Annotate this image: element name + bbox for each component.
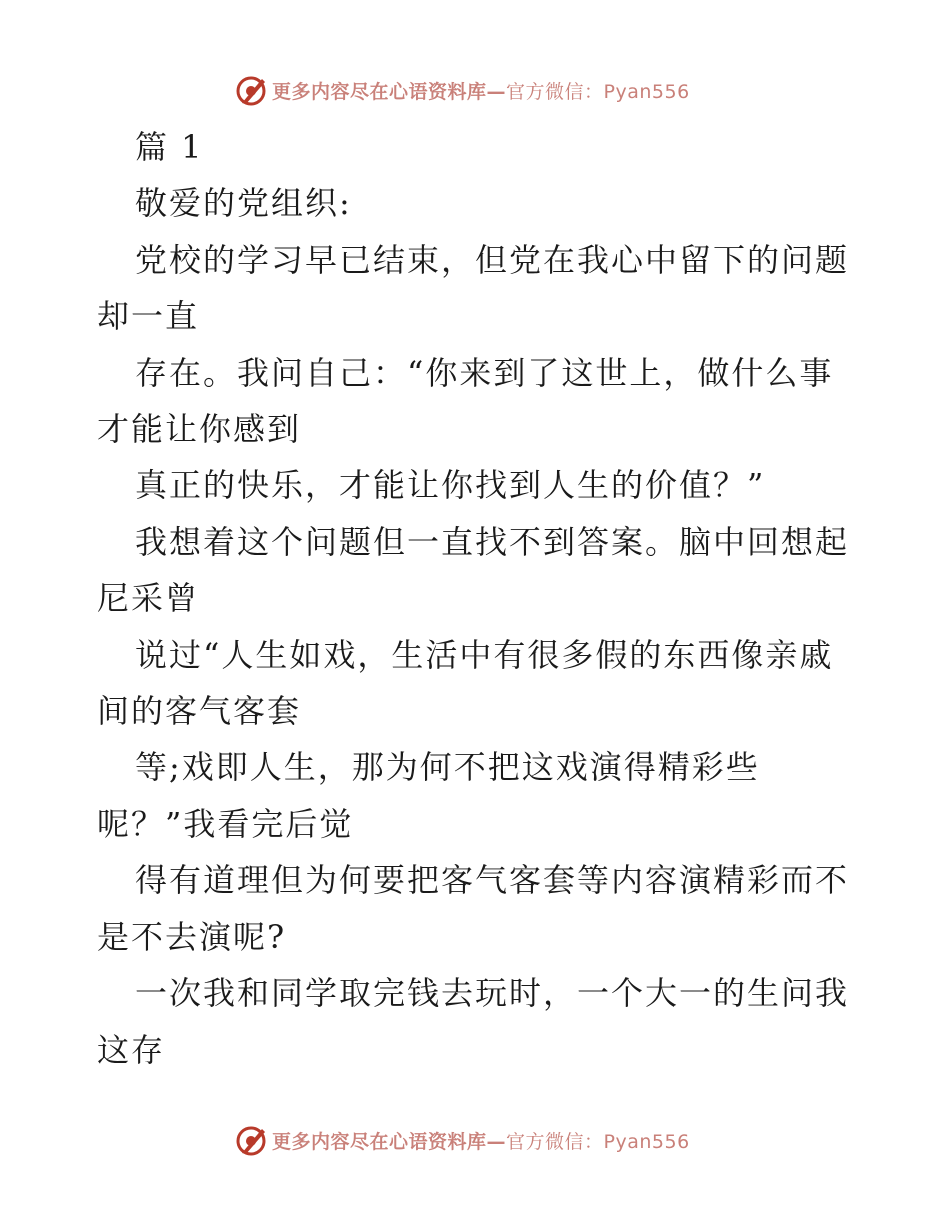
banner-text: 更多内容尽在心语资料库—官方微信：Pyan556: [272, 80, 690, 103]
doc-line: 却一直: [97, 297, 200, 336]
doc-line: 等;戏即人生，那为何不把这戏演得精彩些: [135, 748, 760, 787]
doc-line: 党校的学习早已结束，但党在我心中留下的问题: [135, 240, 850, 279]
doc-line: 呢？”我看完后觉: [97, 804, 354, 843]
doc-line: 才能让你感到: [97, 410, 302, 449]
doc-line: 得有道理但为何要把客气客套等内容演精彩而不: [135, 861, 850, 900]
header-banner: [234, 72, 690, 108]
doc-line: 一次我和同学取完钱去玩时，一个大一的生问我: [135, 974, 850, 1013]
doc-line: 这存: [97, 1030, 166, 1069]
doc-line: 我想着这个问题但一直找不到答案。脑中回想起: [135, 522, 850, 561]
doc-line: 敬爱的党组织:: [135, 184, 352, 223]
doc-line: 是不去演呢?: [97, 917, 287, 956]
document-body: [97, 119, 857, 1078]
banner-text: 更多内容尽在心语资料库—官方微信：Pyan556: [272, 1130, 690, 1153]
brand-logo-icon: [234, 73, 268, 107]
footer-banner: [234, 1122, 690, 1158]
doc-line: 说过“人生如戏，生活中有很多假的东西像亲戚: [135, 635, 834, 674]
doc-line: 间的客气客套: [97, 692, 302, 731]
brand-logo-icon: [234, 1123, 268, 1157]
doc-line: 存在。我问自己：“你来到了这世上，做什么事: [135, 353, 834, 392]
doc-line: 尼采曾: [97, 579, 200, 618]
doc-line: 真正的快乐，才能让你找到人生的价值？”: [135, 466, 766, 505]
doc-line: 篇 1: [135, 128, 204, 166]
